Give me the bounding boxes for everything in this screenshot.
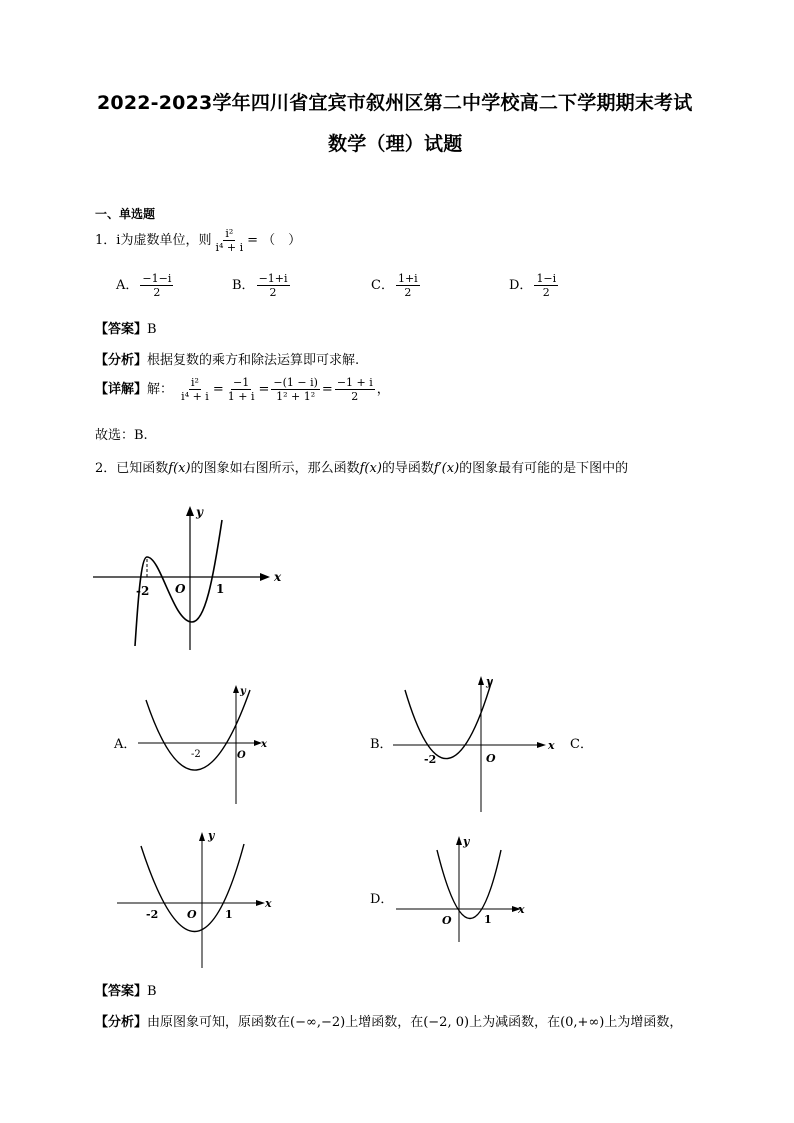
fraction-denominator: 2 [542, 286, 550, 299]
answer-line-2 [95, 980, 157, 999]
analysis-text: 上为增函数， [604, 1015, 683, 1030]
answer-value: B [147, 322, 157, 337]
fraction-denominator: 2 [404, 286, 412, 299]
analysis-text: 根据复数的乘方和除法运算即可求解. [147, 353, 360, 368]
tick-label-1: 1 [484, 913, 492, 926]
detail-prefix: 解： [147, 382, 174, 397]
tick-label-1: 1 [225, 908, 233, 921]
origin-label: O [175, 582, 186, 596]
option-c [371, 272, 422, 299]
origin-label: O [187, 908, 197, 921]
option-letter: A． [116, 278, 139, 293]
fraction-numerator: i² [191, 376, 199, 389]
option-b [232, 272, 292, 299]
analysis-text: 上为减函数，在 [469, 1015, 561, 1030]
equals-sign: = [212, 382, 224, 397]
detail-fraction-1 [179, 376, 211, 403]
analysis-text: 上增函数，在 [345, 1015, 424, 1030]
fraction-numerator: −(1 − i) [273, 376, 318, 389]
fraction [213, 227, 245, 254]
detail-tag: 【详解】 [95, 382, 148, 397]
function-derivative: f′(x) [433, 461, 460, 476]
y-axis-label: y [196, 505, 203, 519]
question-1-stem [95, 227, 301, 254]
fraction-numerator: −1 [232, 376, 250, 389]
question-blank: = （ ） [247, 233, 302, 248]
graph-option-d [393, 832, 538, 947]
y-axis-arrow [199, 832, 205, 841]
option-letter: D． [509, 278, 533, 293]
detail-end: ， [376, 382, 390, 397]
analysis-tag: 【分析】 [95, 353, 148, 368]
question-text: 的图象最有可能的是下图中的 [459, 461, 629, 476]
question-text: 的导函数 [381, 461, 434, 476]
graph-option-a-letter: A． [114, 737, 137, 752]
detail-line [95, 376, 390, 403]
x-axis-arrow [256, 900, 265, 906]
detail-fraction-4 [335, 376, 375, 403]
x-axis-arrow [260, 573, 270, 581]
fraction-numerator: −1 + i [336, 376, 373, 389]
question-number: 2． [95, 461, 117, 476]
option-fraction [140, 272, 173, 299]
question-text: i为虚数单位，则 [116, 233, 212, 248]
fraction-numerator: 1+i [397, 272, 418, 285]
origin-label: O [486, 752, 496, 765]
detail-fraction-2 [226, 376, 257, 403]
answer-tag: 【答案】 [95, 984, 148, 999]
function-fx: f(x) [359, 461, 382, 476]
y-axis-arrow [186, 506, 194, 516]
y-axis-arrow [478, 676, 484, 685]
fraction-denominator: 2 [351, 390, 359, 403]
interval-3: (0,+∞) [560, 1015, 605, 1030]
y-axis-label: y [486, 675, 493, 688]
y-axis-arrow [233, 685, 239, 693]
fraction-denominator: 1² + 1² [276, 390, 316, 403]
equals-sign: = [321, 382, 333, 397]
graph-option-c-letter: C． [570, 737, 593, 752]
x-axis-label: x [518, 903, 525, 916]
fraction-denominator: 1 + i [227, 390, 255, 403]
tick-label-neg2: -2 [146, 908, 159, 921]
y-axis-label: y [240, 686, 246, 697]
origin-label: O [237, 750, 246, 761]
option-fraction [396, 272, 420, 299]
y-axis-label: y [208, 829, 215, 842]
option-fraction [257, 272, 290, 299]
option-a [116, 272, 175, 299]
graph-option-d-letter: D． [370, 892, 394, 907]
answer-tag: 【答案】 [95, 322, 148, 337]
answer-line [95, 318, 157, 337]
x-axis-label: x [265, 897, 272, 910]
option-d [509, 272, 560, 299]
y-axis-arrow [456, 836, 462, 845]
conclusion-line: 故选：B. [95, 428, 148, 443]
x-axis-label: x [548, 739, 555, 752]
question-2-stem [95, 457, 628, 476]
interval-2: (−2, 0) [423, 1015, 470, 1030]
graph-option-a [133, 680, 273, 808]
analysis-tag: 【分析】 [95, 1015, 148, 1030]
option-fraction [534, 272, 558, 299]
fraction-numerator: −1−i [142, 272, 172, 285]
fraction-numerator: −1+i [258, 272, 288, 285]
main-graph [88, 500, 288, 655]
analysis-text: 由原图象可知，原函数在 [147, 1015, 291, 1030]
option-letter: C． [371, 278, 394, 293]
analysis-line [95, 349, 359, 368]
fraction-denominator: 2 [269, 286, 277, 299]
x-axis-arrow [537, 742, 546, 748]
fraction-numerator: 1−i [536, 272, 557, 285]
detail-fraction-3 [271, 376, 320, 403]
fraction-denominator: i⁴ + i [181, 390, 209, 403]
curve-d [437, 850, 501, 919]
question-text: 的图象如右图所示，那么函数 [190, 461, 360, 476]
option-letter: B． [232, 278, 255, 293]
function-fx: f(x) [168, 461, 191, 476]
question-number: 1． [95, 233, 117, 248]
graph-option-b-letter: B． [370, 737, 393, 752]
curve-b [405, 680, 492, 759]
question-text: 已知函数 [116, 461, 169, 476]
tick-label-neg2: -2 [424, 753, 437, 766]
tick-label-neg2: -2 [136, 584, 150, 598]
x-axis-label: x [261, 739, 267, 750]
fraction-denominator: 2 [153, 286, 161, 299]
graph-option-b [388, 672, 558, 814]
equals-sign: = [258, 382, 270, 397]
interval-1: (−∞,−2) [290, 1015, 346, 1030]
x-axis-label: x [274, 570, 282, 584]
tick-label-neg2: -2 [191, 749, 201, 760]
analysis-line-2 [95, 1011, 682, 1030]
fraction-denominator: i⁴ + i [215, 241, 244, 254]
tick-label-1: 1 [216, 582, 225, 596]
origin-label: O [442, 914, 452, 927]
section-label: 一、单选题 [95, 207, 156, 221]
y-axis-label: y [463, 835, 470, 848]
answer-value: B [147, 984, 157, 999]
page-title: 2022-2023学年四川省宜宾市叙州区第二中学校高二下学期期末考试 [97, 92, 693, 114]
fraction-numerator: i² [225, 227, 234, 240]
page-subtitle: 数学（理）试题 [328, 133, 463, 155]
graph-option-c [112, 828, 287, 970]
